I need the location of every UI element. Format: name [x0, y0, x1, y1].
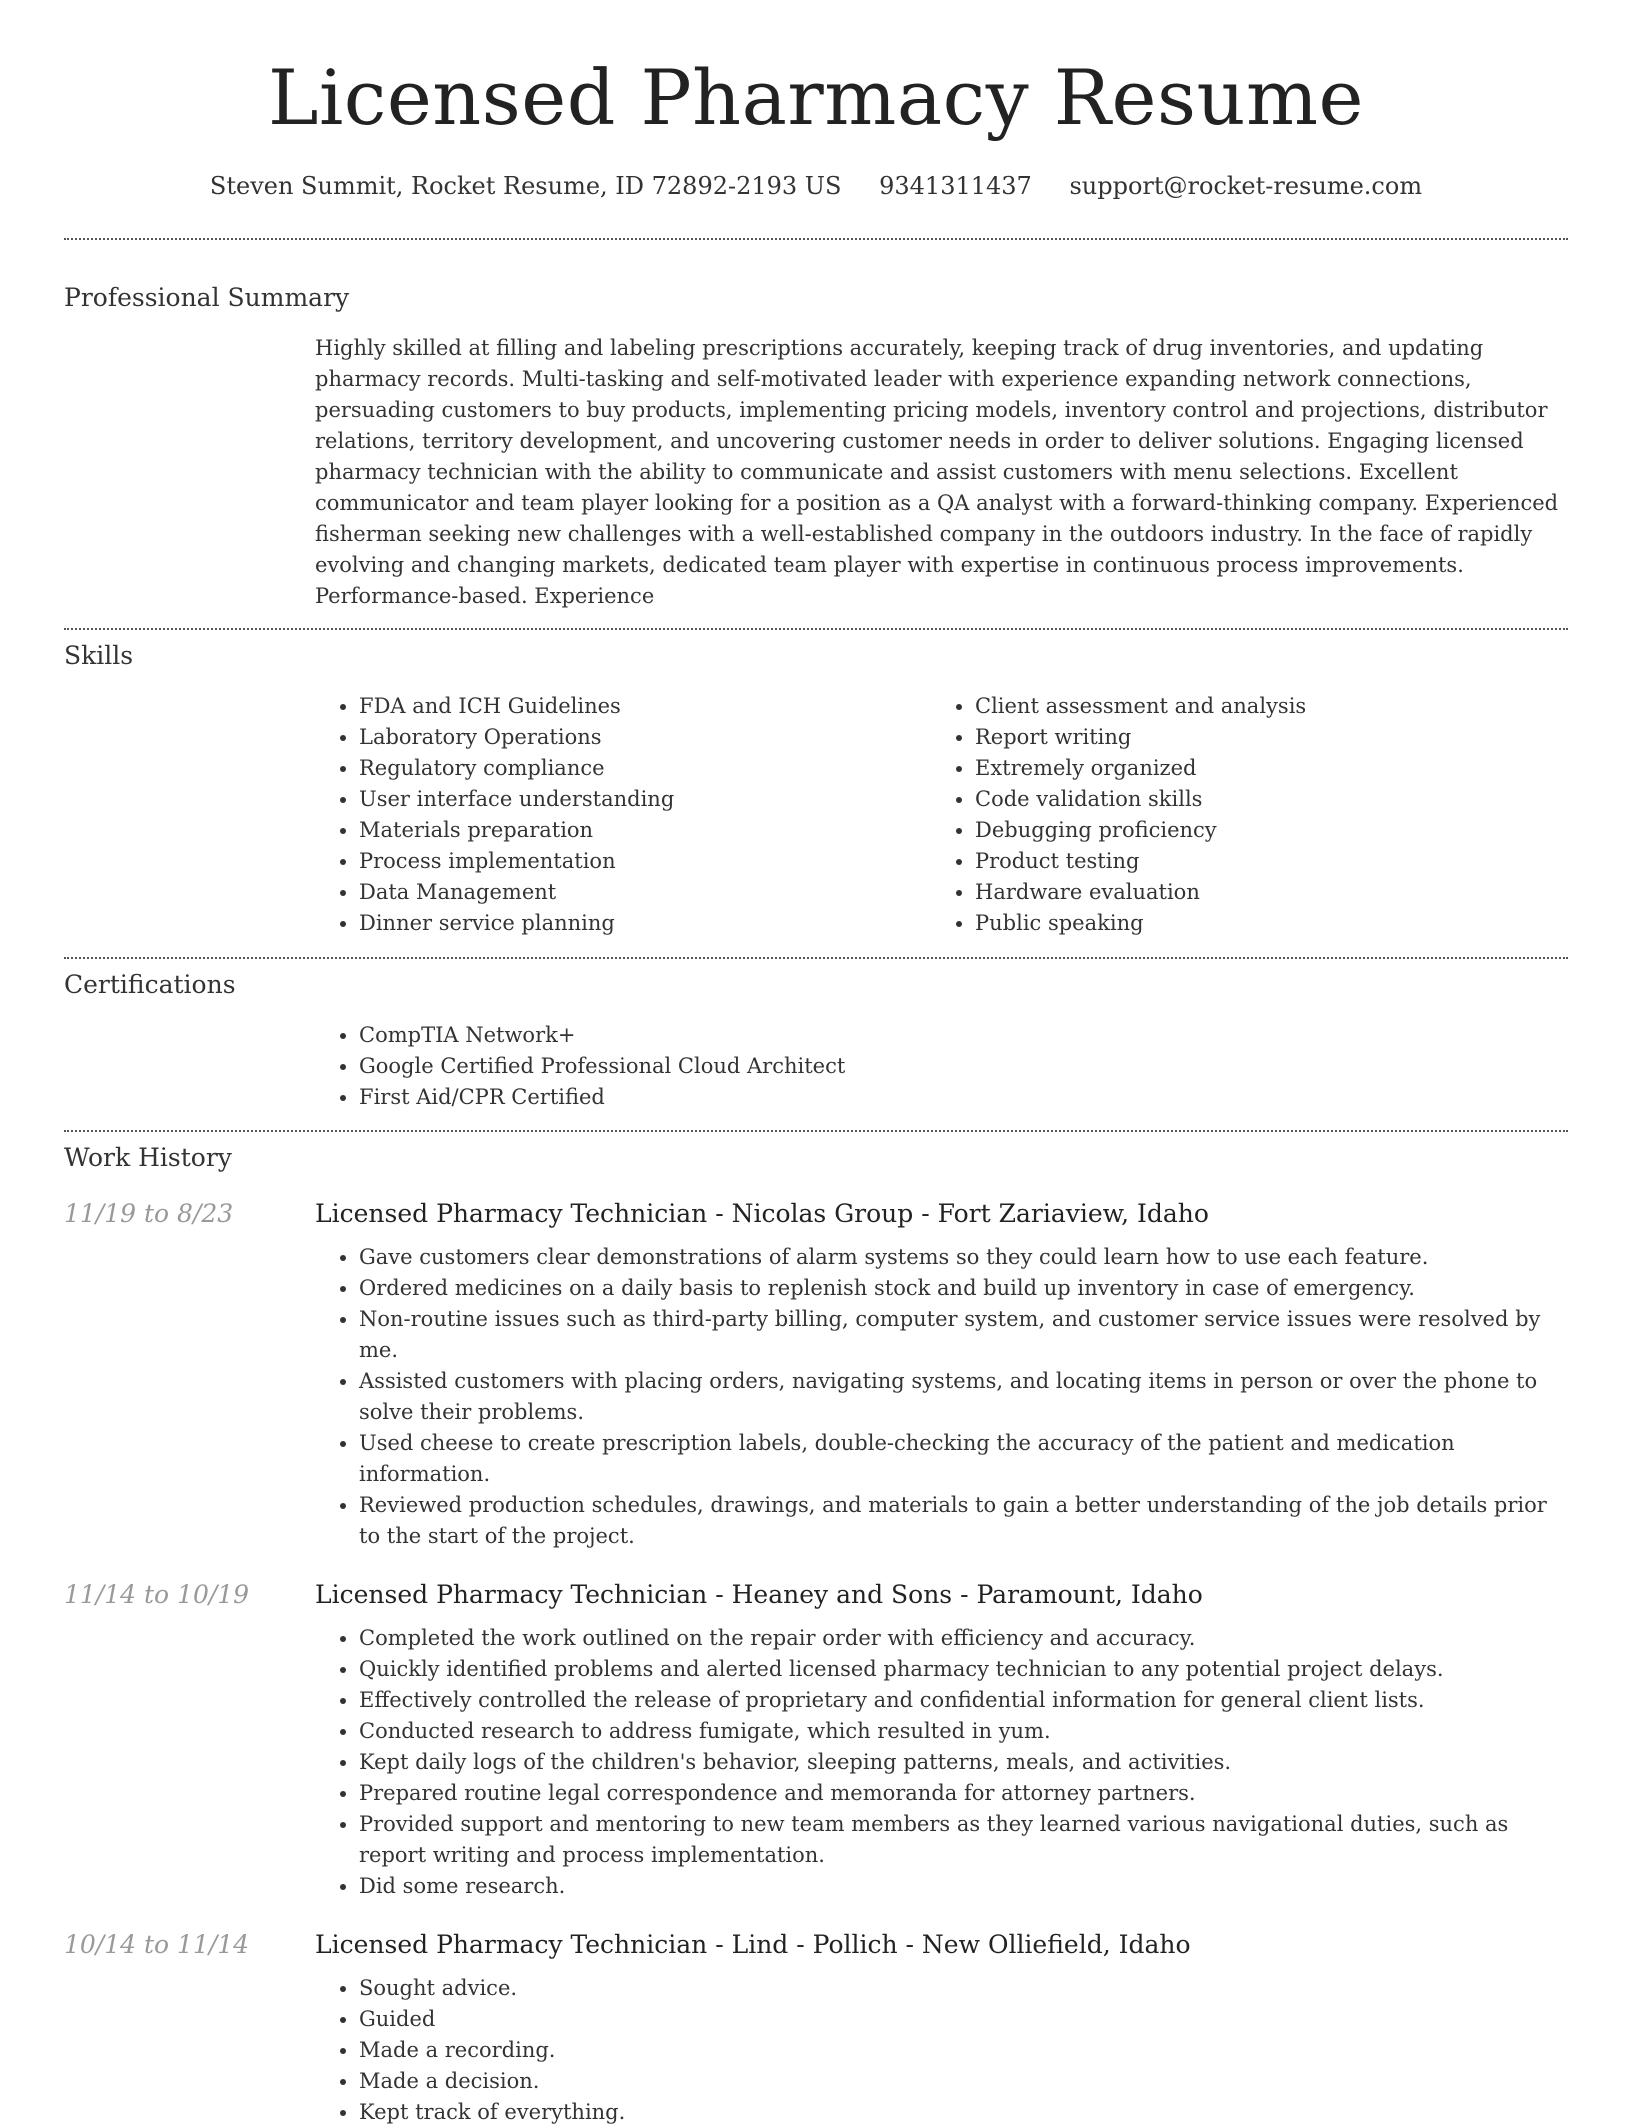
job-title: Licensed Pharmacy Technician - Nicolas Group - Fort Zariaview, Idaho: [315, 1198, 1209, 1228]
job-duty-item: • Made a decision.: [359, 2066, 1568, 2097]
contact-address: Steven Summit, Rocket Resume, ID 72892-2193 US: [209, 172, 842, 200]
section-divider: [64, 957, 1568, 959]
job-duty-item: • Assisted customers with placing orders, navigating systems, and locating items in person or over the phone to solve their problems.: [359, 1366, 1568, 1428]
work-history-heading: Work History: [64, 1142, 232, 1172]
job-entry: [64, 1930, 1568, 2128]
skills-section: [315, 691, 1568, 939]
job-header: [64, 1930, 1568, 1959]
certification-item: • CompTIA Network+: [359, 1020, 1568, 1051]
job-duty-item: • Did some research.: [359, 1871, 1568, 1902]
job-duty-item: • Made a recording.: [359, 2035, 1568, 2066]
certification-item: • First Aid/CPR Certified: [359, 1082, 1568, 1113]
resume-title: Licensed Pharmacy Resume: [267, 53, 1364, 142]
job-duties-list: [315, 1973, 1568, 2128]
job-title: Licensed Pharmacy Technician - Heaney and Sons - Paramount, Idaho: [315, 1579, 1203, 1609]
job-duties: [315, 1242, 1568, 1552]
skill-item: • Debugging proficiency: [975, 815, 1568, 846]
job-header: [64, 1199, 1568, 1228]
summary-text: Highly skilled at filling and labeling prescriptions accurately, keeping track of drug inventories, and updating pharmacy records. Multi-tasking and self-motivated leader with experience expanding network connections, persuading customers to buy products, implementing pricing models, inventory control and projections, distributor relations, territory development, and uncovering customer needs in order to deliver solutions. Engaging licensed pharmacy technician with the ability to communicate and assist customers with menu selections. Excellent communicator and team player looking for a position as a QA analyst with a forward-thinking company. Experienced fisherman seeking new challenges with a well-established company in the outdoors industry. In the face of rapidly evolving and changing markets, dedicated team player with expertise in continuous process improvements. Performance-based. Experience: [315, 335, 1559, 608]
certification-item: • Google Certified Professional Cloud Architect: [359, 1051, 1568, 1082]
job-duty-item: • Non-routine issues such as third-party billing, computer system, and customer service issues were resolved by me.: [359, 1304, 1568, 1366]
job-duty-item: • Kept track of everything.: [359, 2097, 1568, 2128]
job-duty-item: • Gave customers clear demonstrations of alarm systems so they could learn how to use each feature.: [359, 1242, 1568, 1273]
job-duty-item: • Provided support and mentoring to new team members as they learned various navigational duties, such as report writing and process implementation.: [359, 1809, 1568, 1871]
job-duty-item: • Reviewed production schedules, drawings, and materials to gain a better understanding of the job details prior to the start of the project.: [359, 1490, 1568, 1552]
skill-item: • Regulatory compliance: [359, 753, 931, 784]
skill-item: • Laboratory Operations: [359, 722, 931, 753]
section-divider: [64, 1130, 1568, 1132]
section-divider: [64, 238, 1568, 240]
job-duties: [315, 1623, 1568, 1902]
certifications-list: [315, 1020, 1568, 1113]
skill-item: • Extremely organized: [975, 753, 1568, 784]
job-duty-item: • Effectively controlled the release of proprietary and confidential information for general client lists.: [359, 1685, 1568, 1716]
job-duty-item: • Quickly identified problems and alerted licensed pharmacy technician to any potential project delays.: [359, 1654, 1568, 1685]
certifications-section: [315, 1020, 1568, 1113]
skill-item: • Dinner service planning: [359, 908, 931, 939]
summary-heading: Professional Summary: [64, 282, 350, 312]
job-title: Licensed Pharmacy Technician - Lind - Pollich - New Olliefield, Idaho: [315, 1929, 1191, 1959]
skill-item: • Public speaking: [975, 908, 1568, 939]
job-dates: 11/14 to 10/19: [64, 1579, 250, 1609]
job-duty-item: • Sought advice.: [359, 1973, 1568, 2004]
skill-item: • FDA and ICH Guidelines: [359, 691, 931, 722]
job-duty-item: • Used cheese to create prescription labels, double-checking the accuracy of the patient and medication information.: [359, 1428, 1568, 1490]
job-duties-list: [315, 1242, 1568, 1552]
skills-heading: Skills: [64, 640, 134, 670]
job-duty-item: • Conducted research to address fumigate, which resulted in yum.: [359, 1716, 1568, 1747]
contact-email: support@rocket-resume.com: [1069, 172, 1423, 200]
contact-phone: 9341311437: [879, 172, 1032, 200]
job-header: [64, 1580, 1568, 1609]
job-duties: [315, 1973, 1568, 2128]
skill-item: • Process implementation: [359, 846, 931, 877]
job-duty-item: • Completed the work outlined on the repair order with efficiency and accuracy.: [359, 1623, 1568, 1654]
job-duties-list: [315, 1623, 1568, 1902]
job-duty-item: • Guided: [359, 2004, 1568, 2035]
job-entry: [64, 1580, 1568, 1902]
job-duty-item: • Ordered medicines on a daily basis to replenish stock and build up inventory in case of emergency.: [359, 1273, 1568, 1304]
section-divider: [64, 628, 1568, 630]
skill-item: • User interface understanding: [359, 784, 931, 815]
skills-list-left: [315, 691, 931, 939]
skill-item: • Hardware evaluation: [975, 877, 1568, 908]
skill-item: • Materials preparation: [359, 815, 931, 846]
job-entry: [64, 1199, 1568, 1552]
job-dates: 11/19 to 8/23: [64, 1198, 234, 1228]
summary-section: [315, 333, 1568, 612]
job-duty-item: • Kept daily logs of the children's behavior, sleeping patterns, meals, and activities.: [359, 1747, 1568, 1778]
skill-item: • Client assessment and analysis: [975, 691, 1568, 722]
skill-item: • Product testing: [975, 846, 1568, 877]
skill-item: • Code validation skills: [975, 784, 1568, 815]
job-duty-item: • Prepared routine legal correspondence and memoranda for attorney partners.: [359, 1778, 1568, 1809]
skill-item: • Report writing: [975, 722, 1568, 753]
job-dates: 10/14 to 11/14: [64, 1929, 250, 1959]
skills-list-right: [931, 691, 1568, 939]
certifications-heading: Certifications: [64, 969, 236, 999]
contact-line: [64, 172, 1568, 201]
skill-item: • Data Management: [359, 877, 931, 908]
